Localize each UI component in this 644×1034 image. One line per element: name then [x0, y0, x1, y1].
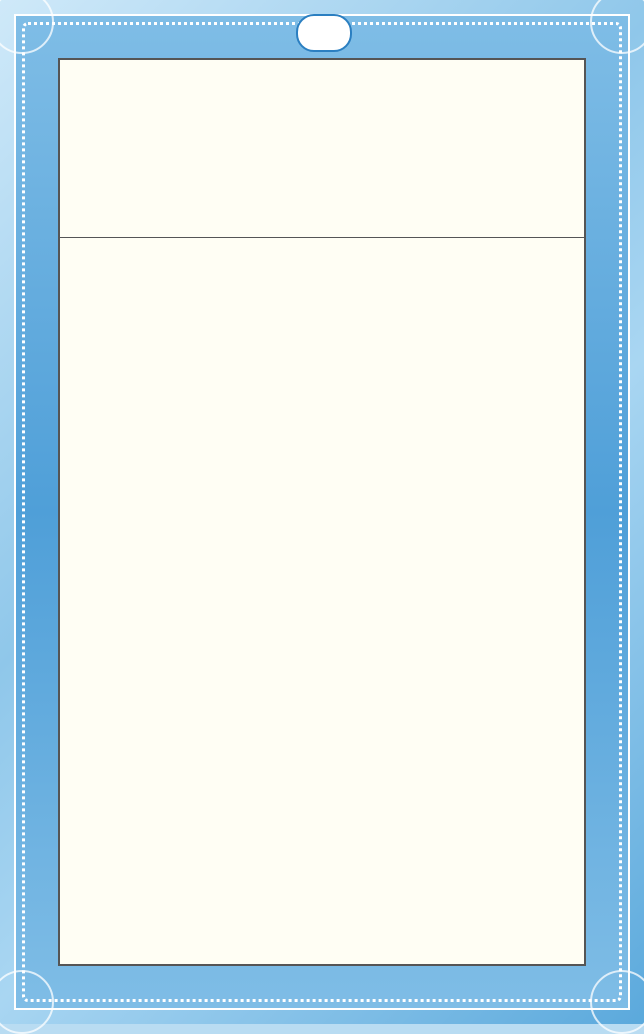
instructions-box — [60, 146, 584, 238]
top-row — [60, 60, 584, 146]
lesson-panel — [58, 58, 586, 966]
page-number — [296, 14, 352, 52]
corner-ornament — [590, 970, 644, 1034]
